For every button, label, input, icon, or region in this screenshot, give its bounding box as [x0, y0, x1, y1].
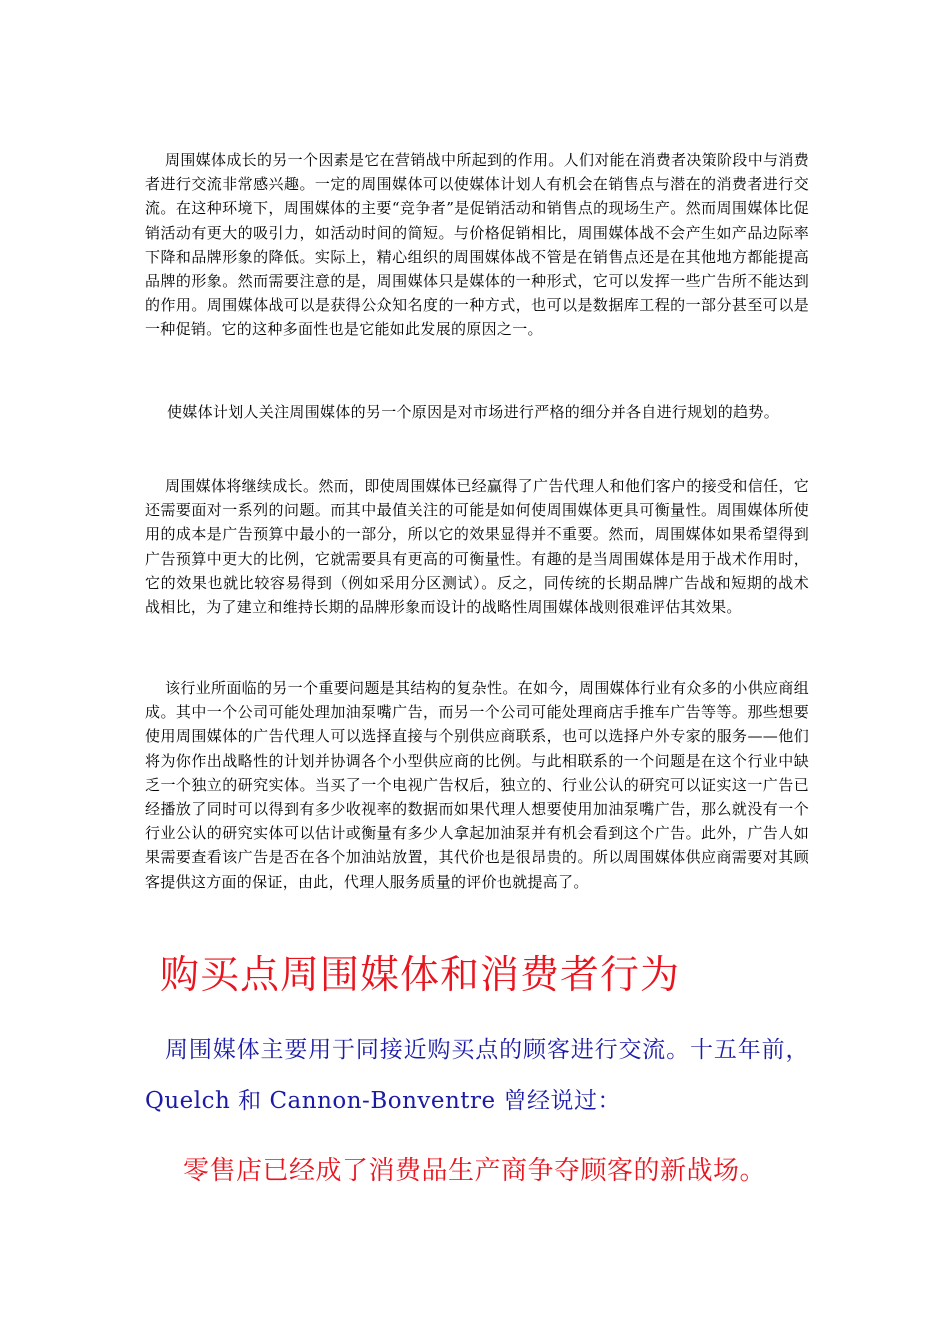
body-paragraph: 该行业所面临的另一个重要问题是其结构的复杂性。在如今，周围媒体行业有众多的小供应商组成。其中一个公司可能处理加油泵嘴广告，而另一个公司可能处理商店手推车广告等等。那些想要使用周围媒体的广告代理人可以选择直接与个别供应商联系，也可以选择户外专家的服务——他们将为你作出战略性的计划并协调各个小型供应商的比例。与此相联系的一个问题是在这个行业中缺乏一个独立的研究实体。当买了一个电视广告权后，独立的、行业公认的研究可以证实这一广告已经播放了同时可以得到有多少收视率的数据而如果代理人想要使用加油泵嘴广告，那么就没有一个行业公认的研究实体可以估计或衡量有多少人拿起加油泵并有机会看到这个广告。此外，广告人如果需要查看该广告是否在各个加油站放置，其代价也是很昂贵的。所以周围媒体供应商需要对其顾客提供这方面的保证，由此，代理人服务质量的评价也就提高了。 — [145, 679, 809, 891]
body-paragraph: 使媒体计划人关注周围媒体的另一个原因是对市场进行严格的细分并各自进行规划的趋势。 — [167, 403, 780, 421]
body-paragraph: 周围媒体将继续成长。然而，即使周围媒体已经赢得了广告代理人和他们客户的接受和信任，它还需要面对一系列的问题。而其中最值关注的可能是如何使周围媒体更具可衡量性。周围媒体所使用的成本是广告预算中最小的一部分，所以它的效果显得并不重要。然而，周围媒体如果希望得到广告预算中更大的比例，它就需要具有更高的可衡量性。有趣的是当周围媒体是用于战术作用时，它的效果也就比较容易得到（例如采用分区测试）。反之，同传统的长期品牌广告战和短期的战术战相比，为了建立和维持长期的品牌形象而设计的战略性周围媒体战则很难评估其效果。 — [145, 477, 809, 617]
body-paragraph: 周围媒体成长的另一个因素是它在营销战中所起到的作用。人们对能在消费者决策阶段中与消费者进行交流非常感兴趣。一定的周围媒体可以使媒体计划人有机会在销售点与潜在的消费者进行交流。在这种环境下，周围媒体的主要“竞争者”是促销活动和销售点的现场生产。然而周围媒体比促销活动有更大的吸引力，如活动时间的简短。与价格促销相比，周围媒体战不会产生如产品边际率下降和品牌形象的降低。实际上，精心组织的周围媒体战不管是在销售点还是在其他地方都能提高品牌的形象。然而需要注意的是，周围媒体只是媒体的一种形式，它可以发挥一些广告所不能达到的作用。周围媒体战可以是获得公众知名度的一种方式，也可以是数据库工程的一部分甚至可以是一种促销。它的这种多面性也是它能如此发展的原因之一。 — [145, 151, 809, 339]
section-heading: 购买点周围媒体和消费者行为 — [160, 953, 681, 998]
quote-text: 零售店已经成了消费品生产商争夺顾客的新战场。 — [183, 1156, 767, 1186]
intro-paragraph: 周围媒体主要用于同接近购买点的顾客进行交流。十五年前，Quelch 和 Cannon-Bonventre 曾经说过： — [145, 1037, 809, 1114]
